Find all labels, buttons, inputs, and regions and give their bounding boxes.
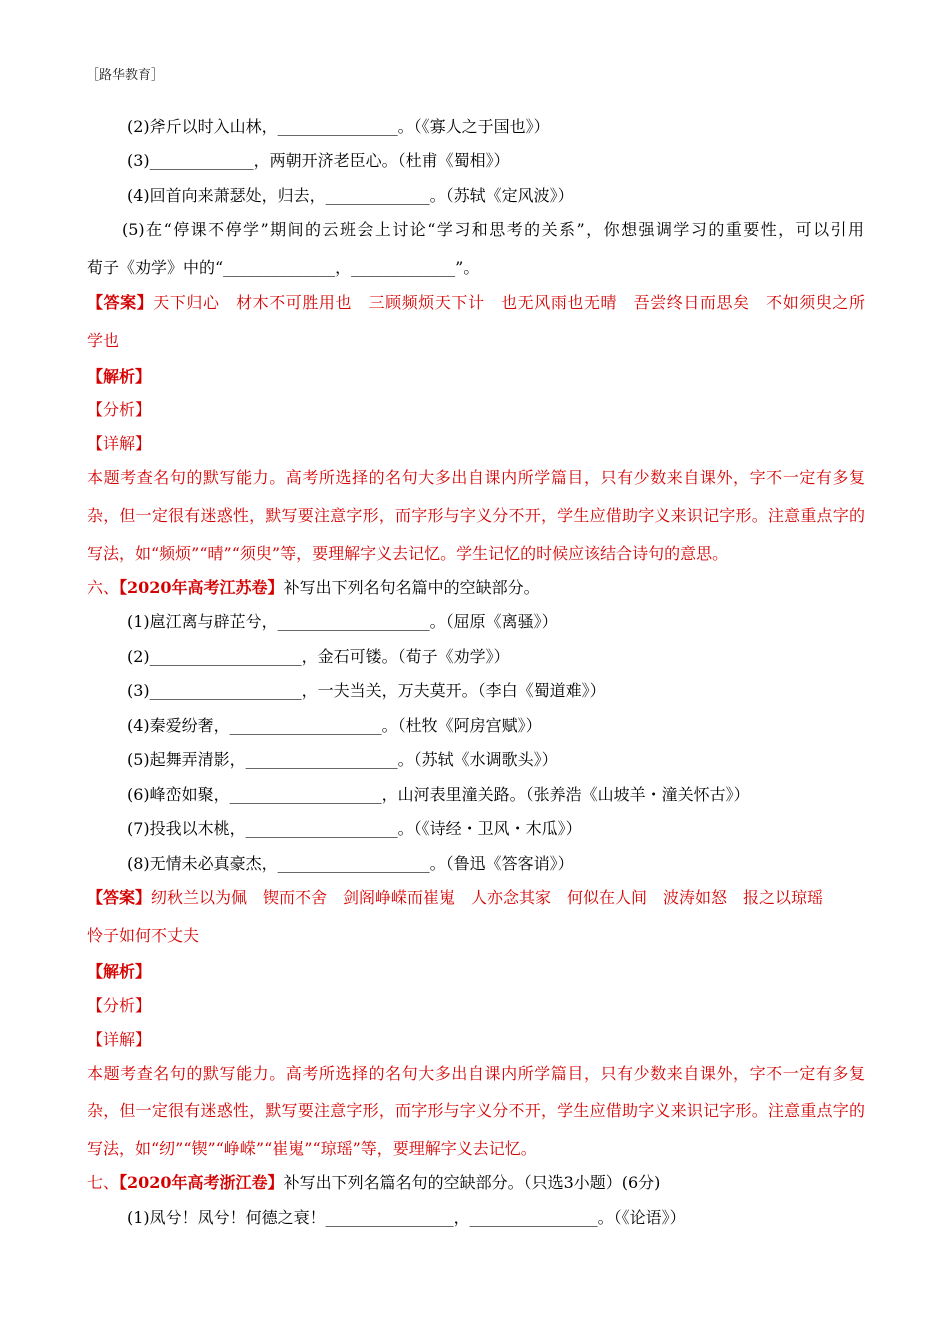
q6-item-8: (8)无情未必真豪杰，___________________。（鲁迅《答客诮》） [127,854,574,873]
q6-item-4: (4)秦爱纷奢，___________________。（杜牧《阿房宫赋》） [127,716,542,735]
q5-detail-line1: 本题考查名句的默写能力。高考所选择的名句大多出自课内所学篇目，只有少数来自课外，字不一定有多复 [87,468,865,487]
q5-item-5-line1: (5)在“停课不停学”期间的云班会上讨论“学习和思考的关系”，你想强调学习的重要性，可以引用 [122,220,864,239]
q5-fenxi-label: 【分析】 [87,400,152,419]
q6-item-2: (2)___________________，金石可镂。（荀子《劝学》） [127,647,510,666]
q6-heading [87,577,540,599]
q5-item-3: (3)_____________，两朝开济老臣心。（杜甫《蜀相》） [127,151,510,170]
q5-item-4: (4)回首向来萧瑟处，归去，_____________。（苏轼《定风波》） [127,186,574,205]
q5-analysis-label: 【解析】 [87,367,152,386]
q6-item-6: (6)峰峦如聚，___________________，山河表里潼关路。（张养浩《山坡羊・潼关怀古》） [127,785,750,804]
q6-number: 六、 [87,578,120,597]
q6-analysis-label: 【解析】 [87,962,152,981]
q6-source: 【2020年高考江苏卷】 [119,578,284,597]
q7-item-1: (1)凤兮！凤兮！何德之衰！________________，________________。（《论语》） [127,1208,686,1227]
q7-heading [87,1172,660,1194]
q5-item-2: (2)斧斤以时入山林，_______________。（《寡人之于国也》） [127,117,550,136]
answer-text: 天下归心 材木不可胜用也 三顾频烦天下计 也无风雨也无晴 吾尝终日而思矣 不如须臾之所 [153,293,865,312]
q6-detail-line3: 写法，如“纫”“锲”“峥嵘”“崔嵬”“琼瑶”等，要理解字义去记忆。 [87,1139,537,1158]
q6-prompt: 补写出下列名句名篇中的空缺部分。 [283,578,540,597]
q6-detail-line1: 本题考查名句的默写能力。高考所选择的名句大多出自课内所学篇目，只有少数来自课外，字不一定有多复 [87,1064,865,1083]
answer-label: 【答案】 [87,293,154,312]
q5-detail-line2: 杂，但一定很有迷惑性，默写要注意字形，而字形与字义分不开，学生应借助字义来识记字形。注意重点字的 [87,506,865,525]
q6-item-1: (1)扈江离与辟芷兮，___________________。（屈原《离骚》） [127,612,558,631]
q7-prompt: 补写出下列名篇名句的空缺部分。（只选3小题）(6分) [283,1173,661,1192]
q5-item-5-line2: 荀子《劝学》中的“______________，_____________”。 [87,258,480,277]
page-header: ［路华教育］ [86,68,165,83]
q6-detail-line2: 杂，但一定很有迷惑性，默写要注意字形，而字形与字义分不开，学生应借助字义来识记字形。注意重点字的 [87,1101,865,1120]
q5-answer-line2: 学也 [87,331,120,350]
q6-detail-label: 【详解】 [87,1030,152,1049]
q5-answer-line1 [87,292,865,314]
q5-detail-line3: 写法，如“频烦”“晴”“须臾”等，要理解字义去记忆。学生记忆的时候应该结合诗句的意思。 [87,544,729,563]
q6-answer-line1 [87,887,823,909]
answer-label: 【答案】 [87,888,152,907]
q7-number: 七、 [87,1173,120,1192]
q6-fenxi-label: 【分析】 [87,996,152,1015]
q6-item-7: (7)投我以木桃，___________________。（《诗经・卫风・木瓜》） [127,819,582,838]
q6-item-5: (5)起舞弄清影，___________________。（苏轼《水调歌头》） [127,750,558,769]
answer-text: 纫秋兰以为佩 锲而不舍 剑阁峥嵘而崔嵬 人亦念其家 何似在人间 波涛如怒 报之以琼瑶 [151,888,824,907]
q6-item-3: (3)___________________，一夫当关，万夫莫开。（李白《蜀道难》） [127,681,606,700]
q6-answer-line2: 怜子如何不丈夫 [87,926,200,945]
q5-detail-label: 【详解】 [87,434,152,453]
q7-source: 【2020年高考浙江卷】 [119,1173,284,1192]
